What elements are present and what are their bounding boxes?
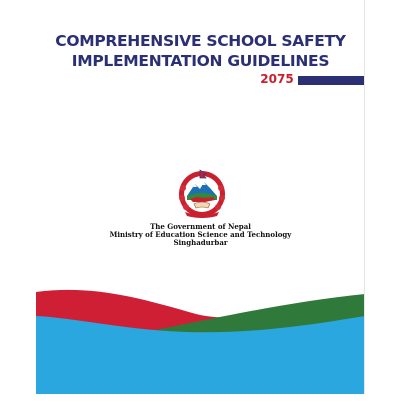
cover-page <box>36 0 365 394</box>
nepal-emblem-icon <box>175 168 229 220</box>
year-accent-bar <box>298 76 365 85</box>
cover-title-line2: IMPLEMENTATION GUIDELINES <box>71 52 330 70</box>
publisher-line2: Ministry of Education Science and Technology <box>109 230 292 239</box>
publisher-line1: The Government of Nepal <box>150 222 251 231</box>
cover-title-line1: COMPREHENSIVE SCHOOL SAFETY <box>55 32 346 50</box>
publisher-line3: Singhadurbar <box>173 238 228 247</box>
page-edge <box>364 0 365 394</box>
decorative-waves <box>36 280 365 394</box>
cover-year: 2075 <box>260 72 294 86</box>
